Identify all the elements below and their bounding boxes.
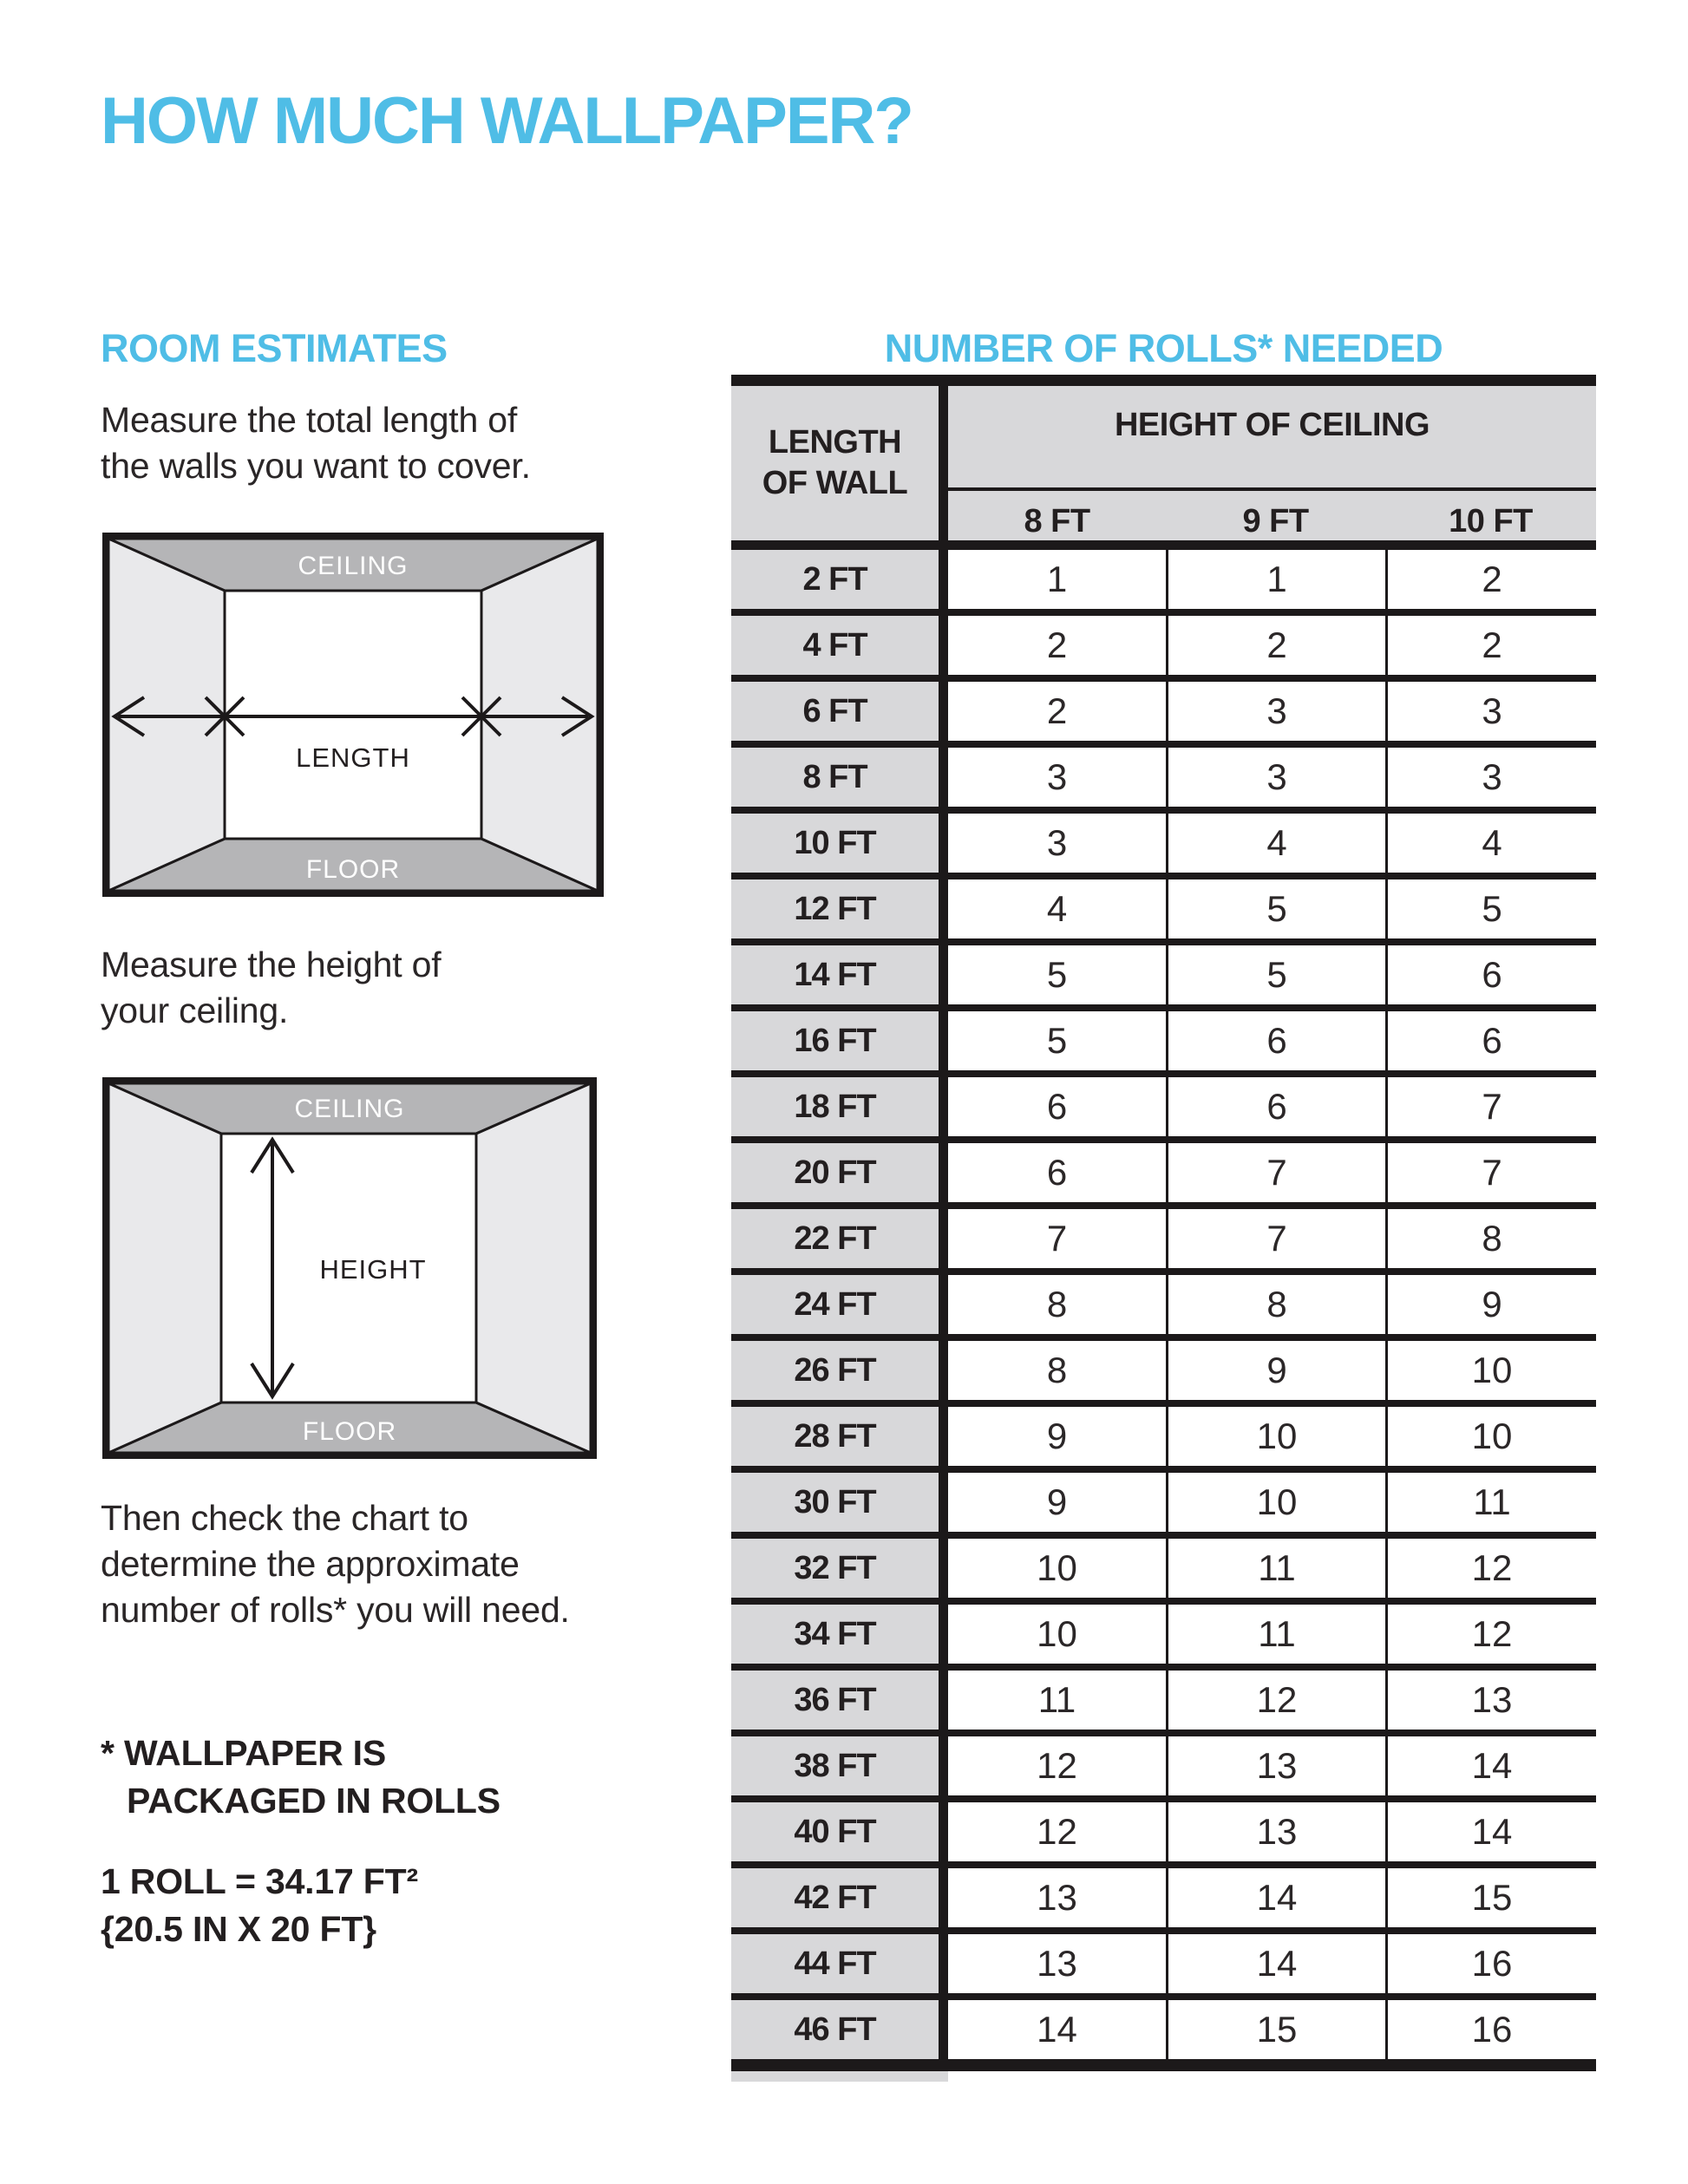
cell-10ft: 4: [1482, 822, 1502, 863]
cell-8ft: 2: [1046, 624, 1068, 665]
cell-9ft: 11: [1258, 1613, 1296, 1654]
table-row: [731, 1341, 1596, 1407]
cell-9ft: 13: [1256, 1745, 1298, 1786]
table-row: [731, 945, 1596, 1011]
row-label: 16 FT: [731, 1011, 939, 1070]
cell-8ft: 6: [1046, 1086, 1068, 1127]
table-row: [731, 550, 1596, 616]
table-row: [731, 814, 1596, 879]
cell-8ft: 14: [1037, 2009, 1077, 2050]
cell-9ft: 1: [1266, 559, 1287, 599]
cell-10ft: 8: [1482, 1218, 1502, 1259]
cell-10ft: 5: [1482, 888, 1502, 929]
table-row: [731, 2000, 1596, 2071]
row-label: 20 FT: [731, 1143, 939, 1202]
cell-9ft: 3: [1266, 690, 1287, 731]
cell-8ft: 13: [1037, 1877, 1077, 1918]
row-label: 32 FT: [731, 1539, 939, 1598]
cell-8ft: 11: [1037, 1679, 1076, 1720]
cell-10ft: 12: [1471, 1613, 1513, 1654]
roll-size-line1: 1 ROLL = 34.17 FT²: [101, 1861, 418, 1901]
cell-8ft: 5: [1046, 954, 1068, 995]
rolls-footnote-line1: * WALLPAPER IS: [101, 1733, 387, 1773]
ceiling-label: CEILING: [298, 552, 409, 580]
table-row: [731, 1934, 1596, 2000]
page-title: HOW MUCH WALLPAPER?: [101, 84, 913, 158]
cell-8ft: 6: [1046, 1152, 1068, 1193]
ceiling-height-columns: [948, 503, 1596, 540]
table-row: [731, 1736, 1596, 1802]
table-row: [731, 748, 1596, 814]
room-height-diagram: [102, 1077, 597, 1459]
table-row: [731, 682, 1596, 748]
column-header-8ft: 8 FT: [1024, 503, 1090, 539]
table-row: [731, 1011, 1596, 1077]
cell-9ft: 6: [1266, 1086, 1287, 1127]
table-row: [731, 1077, 1596, 1143]
table-row: [731, 1143, 1596, 1209]
cell-8ft: 10: [1037, 1613, 1077, 1654]
cell-9ft: 7: [1266, 1152, 1287, 1193]
cell-10ft: 10: [1471, 1416, 1513, 1456]
cell-9ft: 4: [1266, 822, 1287, 863]
cell-8ft: 9: [1046, 1481, 1068, 1522]
cell-10ft: 2: [1482, 624, 1502, 665]
roll-size-line2: {20.5 IN X 20 FT}: [101, 1909, 376, 1949]
cell-9ft: 15: [1256, 2009, 1298, 2050]
cell-8ft: 9: [1046, 1416, 1068, 1456]
cell-8ft: 3: [1046, 822, 1068, 863]
height-of-ceiling-header: HEIGHT OF CEILING: [1114, 407, 1430, 443]
cell-9ft: 2: [1266, 624, 1287, 665]
row-label: 40 FT: [731, 1802, 939, 1861]
row-label: 26 FT: [731, 1341, 939, 1400]
cell-8ft: 8: [1046, 1284, 1068, 1324]
row-label: 30 FT: [731, 1473, 939, 1532]
table-row: [731, 1407, 1596, 1473]
instruction-chart-line1: Then check the chart to: [101, 1498, 468, 1538]
instruction-height-line1: Measure the height of: [101, 945, 442, 984]
column-divider-1: [1166, 550, 1168, 2059]
cell-10ft: 6: [1482, 954, 1502, 995]
label-column-stub: [731, 2071, 948, 2082]
room-length-diagram: [102, 533, 604, 897]
row-label: 12 FT: [731, 879, 939, 938]
row-label: 4 FT: [731, 616, 939, 675]
row-label: 18 FT: [731, 1077, 939, 1136]
cell-9ft: 9: [1266, 1350, 1287, 1390]
cell-9ft: 6: [1266, 1020, 1287, 1061]
cell-10ft: 16: [1471, 2009, 1513, 2050]
cell-10ft: 14: [1471, 1811, 1513, 1852]
table-row: [731, 879, 1596, 945]
row-label: 42 FT: [731, 1868, 939, 1927]
cell-10ft: 7: [1482, 1152, 1502, 1193]
room-estimates-heading: ROOM ESTIMATES: [101, 326, 448, 370]
table-row: [731, 1605, 1596, 1671]
instruction-length-line2: the walls you want to cover.: [101, 446, 531, 486]
height-label: HEIGHT: [319, 1254, 427, 1285]
cell-8ft: 1: [1046, 559, 1068, 599]
length-of-wall-line2: OF WALL: [762, 465, 908, 501]
cell-9ft: 8: [1266, 1284, 1287, 1324]
cell-8ft: 7: [1046, 1218, 1068, 1259]
row-label: 36 FT: [731, 1671, 939, 1730]
row-label: 22 FT: [731, 1209, 939, 1268]
header-divider-line: [948, 487, 1596, 491]
cell-10ft: 12: [1471, 1547, 1513, 1588]
cell-10ft: 13: [1471, 1679, 1513, 1720]
row-label: 10 FT: [731, 814, 939, 873]
right-wall-panel: [476, 1083, 591, 1453]
header-bottom-border: [731, 540, 1596, 550]
left-wall-panel: [108, 1083, 221, 1453]
cell-8ft: 2: [1046, 690, 1068, 731]
cell-9ft: 12: [1256, 1679, 1298, 1720]
column-header-10ft: 10 FT: [1449, 503, 1533, 539]
rolls-footnote: [101, 1730, 501, 1825]
cell-10ft: 11: [1473, 1481, 1511, 1522]
cell-9ft: 10: [1256, 1416, 1298, 1456]
length-of-wall-header: [731, 386, 939, 540]
row-label: 24 FT: [731, 1275, 939, 1334]
table-row: [731, 1275, 1596, 1341]
row-label: 46 FT: [731, 2000, 939, 2059]
instruction-length: [101, 397, 531, 489]
instruction-chart-line3: number of rolls* you will need.: [101, 1590, 570, 1630]
cell-8ft: 3: [1046, 756, 1068, 797]
cell-9ft: 11: [1258, 1547, 1296, 1588]
column-header-9ft: 9 FT: [1242, 503, 1309, 539]
cell-10ft: 10: [1471, 1350, 1513, 1390]
cell-9ft: 5: [1266, 888, 1287, 929]
row-label: 44 FT: [731, 1934, 939, 1993]
cell-10ft: 3: [1482, 690, 1502, 731]
instruction-chart-line2: determine the approximate: [101, 1544, 520, 1584]
roll-size-info: [101, 1858, 418, 1953]
cell-9ft: 14: [1256, 1877, 1298, 1918]
cell-8ft: 13: [1037, 1943, 1077, 1984]
cell-10ft: 9: [1482, 1284, 1502, 1324]
table-heading-box: [731, 326, 1596, 371]
cell-10ft: 7: [1482, 1086, 1502, 1127]
cell-8ft: 10: [1037, 1547, 1077, 1588]
rolls-table: [731, 375, 1596, 2082]
cell-9ft: 14: [1256, 1943, 1298, 1984]
cell-9ft: 3: [1266, 756, 1287, 797]
cell-10ft: 3: [1482, 756, 1502, 797]
instruction-height: [101, 942, 441, 1034]
table-row: [731, 1868, 1596, 1934]
floor-label: FLOOR: [302, 1417, 397, 1446]
cell-8ft: 4: [1046, 888, 1068, 929]
cell-10ft: 15: [1471, 1877, 1513, 1918]
row-label: 28 FT: [731, 1407, 939, 1466]
instruction-chart: [101, 1495, 570, 1633]
row-label: 2 FT: [731, 550, 939, 609]
table-row: [731, 1802, 1596, 1868]
cell-10ft: 6: [1482, 1020, 1502, 1061]
rolls-footnote-line2: PACKAGED IN ROLLS: [127, 1781, 501, 1821]
table-row: [731, 1671, 1596, 1736]
length-label: LENGTH: [296, 742, 410, 773]
rolls-needed-heading: NUMBER OF ROLLS* NEEDED: [884, 326, 1443, 370]
row-label: 8 FT: [731, 748, 939, 807]
cell-10ft: 14: [1471, 1745, 1513, 1786]
table-rows: [731, 550, 1596, 2071]
cell-10ft: 2: [1482, 559, 1502, 599]
length-of-wall-line1: LENGTH: [768, 424, 902, 461]
table-top-border: [731, 375, 1596, 386]
cell-8ft: 8: [1046, 1350, 1068, 1390]
cell-8ft: 12: [1037, 1811, 1077, 1852]
table-row: [731, 1473, 1596, 1539]
column-divider-2: [1385, 550, 1388, 2059]
row-label: 14 FT: [731, 945, 939, 1004]
cell-9ft: 13: [1256, 1811, 1298, 1852]
instruction-length-line1: Measure the total length of: [101, 400, 518, 440]
row-label: 6 FT: [731, 682, 939, 741]
cell-10ft: 16: [1471, 1943, 1513, 1984]
row-label: 34 FT: [731, 1605, 939, 1664]
cell-9ft: 7: [1266, 1218, 1287, 1259]
floor-label: FLOOR: [305, 855, 401, 884]
cell-9ft: 10: [1256, 1481, 1298, 1522]
ceiling-label: CEILING: [294, 1095, 405, 1123]
cell-8ft: 5: [1046, 1020, 1068, 1061]
cell-8ft: 12: [1037, 1745, 1077, 1786]
row-label: 38 FT: [731, 1736, 939, 1795]
label-column-border: [939, 386, 948, 2071]
table-row: [731, 1539, 1596, 1605]
table-row: [731, 1209, 1596, 1275]
cell-9ft: 5: [1266, 954, 1287, 995]
instruction-height-line2: your ceiling.: [101, 991, 289, 1030]
table-row: [731, 616, 1596, 682]
